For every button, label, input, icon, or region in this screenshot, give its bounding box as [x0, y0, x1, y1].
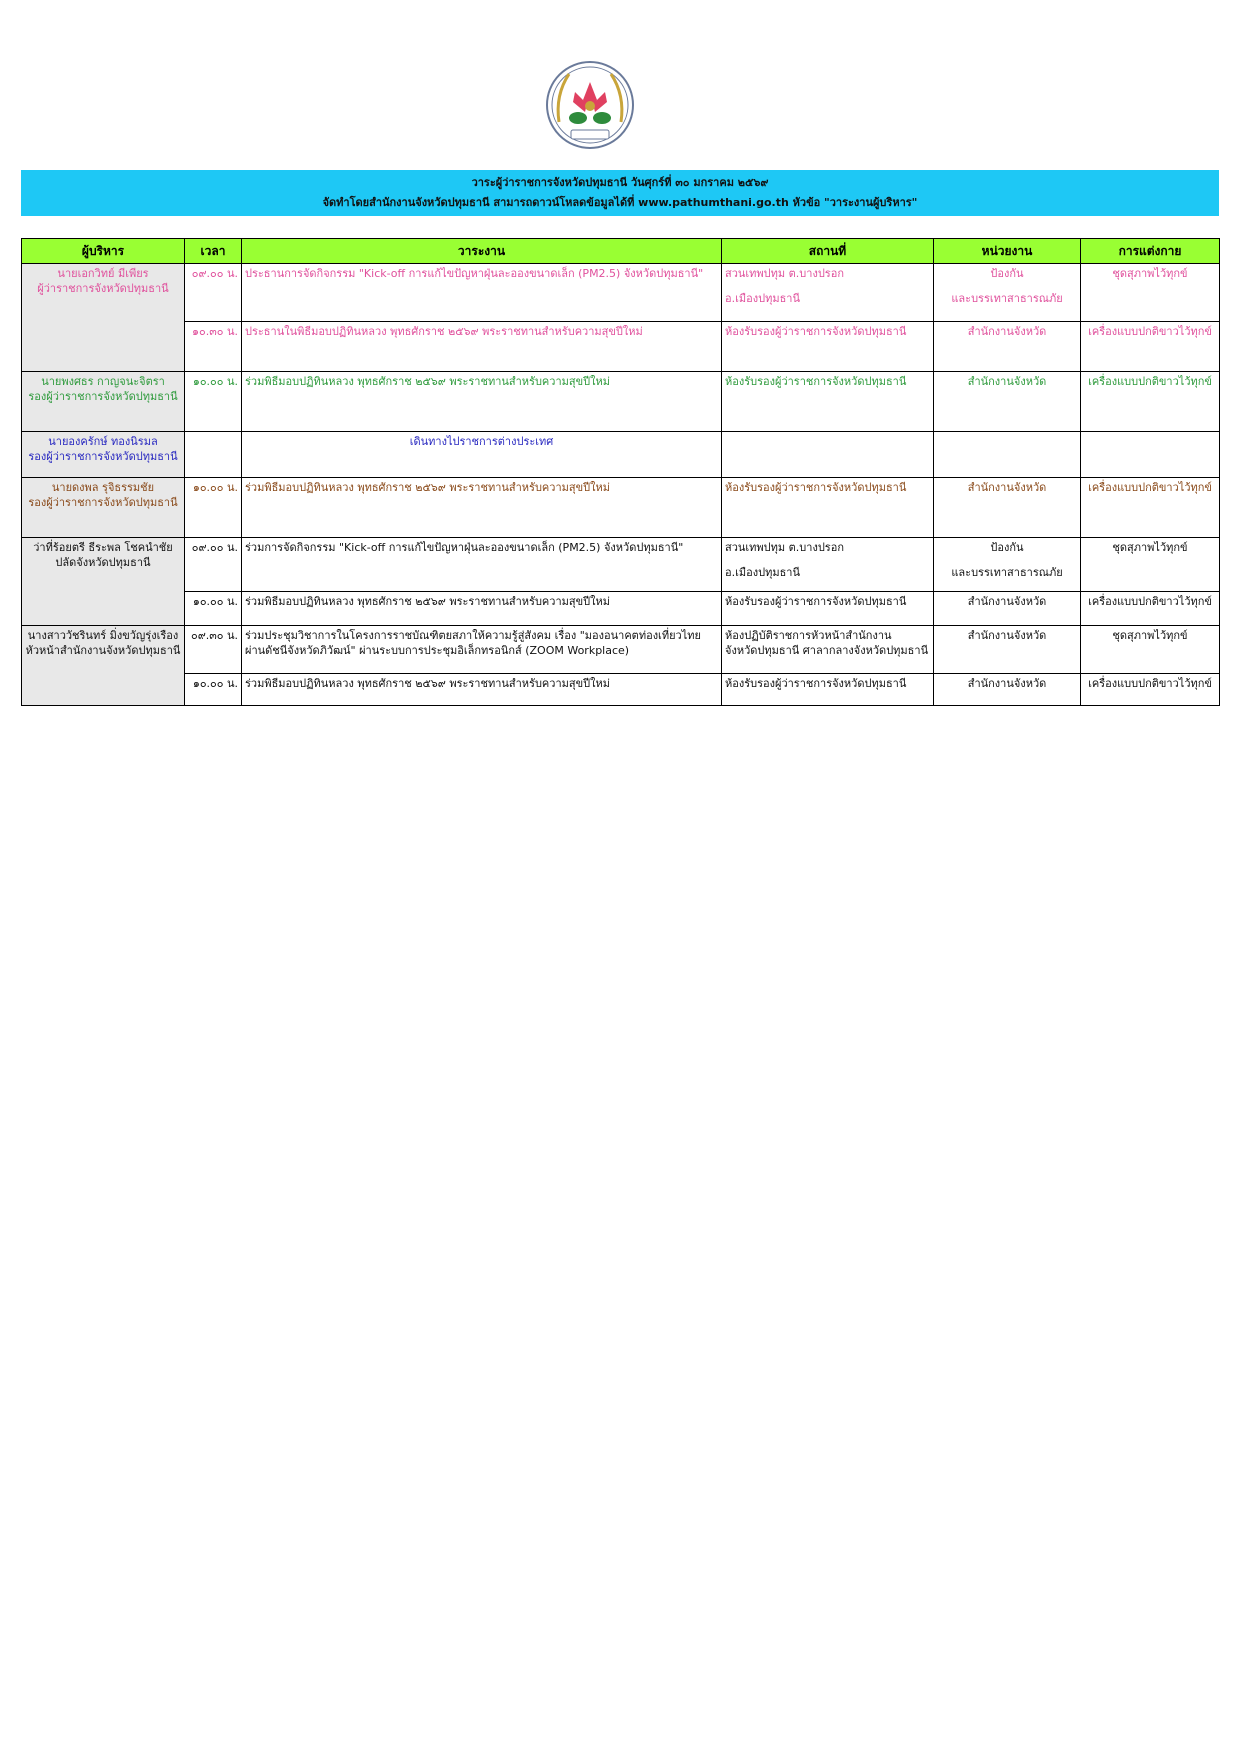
unit-cell — [934, 264, 1081, 322]
unit-line: และบรรเทาสาธารณภัย — [951, 292, 1063, 305]
executive-cell — [22, 478, 185, 538]
column-header: การแต่งกาย — [1081, 239, 1220, 264]
unit-line: ป้องกัน — [990, 541, 1024, 554]
unit-cell — [934, 538, 1081, 592]
dress-cell: ชุดสุภาพไว้ทุกข์ — [1081, 264, 1220, 322]
executive-name: ว่าที่ร้อยตรี ธีระพล โชคนำชัย — [33, 541, 173, 554]
place-cell — [722, 626, 934, 674]
dress-cell: เครื่องแบบปกติขาวไว้ทุกข์ — [1081, 322, 1220, 372]
header-banner — [21, 170, 1219, 216]
executive-cell — [22, 264, 185, 372]
column-header: สถานที่ — [722, 239, 934, 264]
agenda-cell: ร่วมพิธีมอบปฏิทินหลวง พุทธศักราช ๒๕๖๙ พระราชทานสำหรับความสุขปีใหม่ — [242, 478, 722, 538]
table-row — [22, 626, 1220, 674]
dress-cell — [1081, 432, 1220, 478]
unit-line: ป้องกัน — [990, 267, 1024, 280]
time-cell: ๐๙.๐๐ น. — [185, 538, 242, 592]
place-line: สวนเทพปทุม ต.บางปรอก — [725, 267, 844, 280]
executive-title: หัวหน้าสำนักงานจังหวัดปทุมธานี — [25, 644, 181, 657]
executive-title: ปลัดจังหวัดปทุมธานี — [55, 556, 151, 569]
unit-cell: สำนักงานจังหวัด — [934, 674, 1081, 706]
time-cell: ๐๙.๐๐ น. — [185, 264, 242, 322]
place-line: สวนเทพปทุม ต.บางปรอก — [725, 541, 844, 554]
agenda-line: ผ่านดัชนีจังหวัดภิวัฒน์" ผ่านระบบการประชุมอิเล็กทรอนิกส์ (ZOOM Workplace) — [245, 644, 630, 657]
table-header-row — [22, 239, 1220, 264]
place-line: ห้องปฏิบัติราชการหัวหน้าสำนักงาน — [725, 629, 892, 642]
agenda-cell: เดินทางไปราชการต่างประเทศ — [242, 432, 722, 478]
place-cell — [722, 538, 934, 592]
executive-name: นายพงศธร กาญจนะจิตรา — [41, 375, 165, 388]
column-header: วาระงาน — [242, 239, 722, 264]
table-row — [22, 674, 1220, 706]
unit-cell — [934, 432, 1081, 478]
table-row — [22, 432, 1220, 478]
unit-cell: สำนักงานจังหวัด — [934, 372, 1081, 432]
place-cell: ห้องรับรองผู้ว่าราชการจังหวัดปทุมธานี — [722, 478, 934, 538]
unit-cell: สำนักงานจังหวัด — [934, 478, 1081, 538]
dress-cell: เครื่องแบบปกติขาวไว้ทุกข์ — [1081, 478, 1220, 538]
table-row — [22, 538, 1220, 592]
unit-cell: สำนักงานจังหวัด — [934, 592, 1081, 626]
executive-name: นายดงพล รุจิธรรมชัย — [51, 481, 155, 494]
place-line: อ.เมืองปทุมธานี — [725, 292, 800, 305]
executive-title: รองผู้ว่าราชการจังหวัดปทุมธานี — [28, 450, 178, 463]
agenda-cell: ร่วมพิธีมอบปฏิทินหลวง พุทธศักราช ๒๕๖๙ พระราชทานสำหรับความสุขปีใหม่ — [242, 372, 722, 432]
schedule-table — [21, 238, 1220, 706]
place-cell: ห้องรับรองผู้ว่าราชการจังหวัดปทุมธานี — [722, 322, 934, 372]
agenda-line: ร่วมประชุมวิชาการในโครงการราชบัณฑิตยสภาให้ความรู้สู่สังคม เรื่อง "มองอนาคตท่องเที่ยวไทย — [245, 629, 701, 642]
dress-cell: ชุดสุภาพไว้ทุกข์ — [1081, 538, 1220, 592]
time-cell: ๑๐.๐๐ น. — [185, 592, 242, 626]
unit-line: และบรรเทาสาธารณภัย — [951, 566, 1063, 579]
time-cell: ๑๐.๐๐ น. — [185, 674, 242, 706]
dress-cell: เครื่องแบบปกติขาวไว้ทุกข์ — [1081, 674, 1220, 706]
pathum-thani-seal-icon — [545, 60, 635, 150]
executive-cell — [22, 626, 185, 706]
time-cell: ๐๙.๓๐ น. — [185, 626, 242, 674]
place-cell: ห้องรับรองผู้ว่าราชการจังหวัดปทุมธานี — [722, 592, 934, 626]
executive-name: นายองครักษ์ ทองนิรมล — [48, 435, 158, 448]
agenda-cell: ร่วมการจัดกิจกรรม "Kick-off การแก้ไขปัญหาฝุ่นละอองขนาดเล็ก (PM2.5) จังหวัดปทุมธานี" — [242, 538, 722, 592]
time-cell — [185, 432, 242, 478]
executive-title: รองผู้ว่าราชการจังหวัดปทุมธานี — [28, 496, 178, 509]
agenda-cell: ร่วมพิธีมอบปฏิทินหลวง พุทธศักราช ๒๕๖๙ พระราชทานสำหรับความสุขปีใหม่ — [242, 592, 722, 626]
place-cell: ห้องรับรองผู้ว่าราชการจังหวัดปทุมธานี — [722, 674, 934, 706]
place-cell — [722, 432, 934, 478]
agenda-cell: ร่วมพิธีมอบปฏิทินหลวง พุทธศักราช ๒๕๖๙ พระราชทานสำหรับความสุขปีใหม่ — [242, 674, 722, 706]
table-row — [22, 592, 1220, 626]
time-cell: ๑๐.๓๐ น. — [185, 322, 242, 372]
column-header: ผู้บริหาร — [22, 239, 185, 264]
agenda-cell: ประธานในพิธีมอบปฏิทินหลวง พุทธศักราช ๒๕๖๙ พระราชทานสำหรับความสุขปีใหม่ — [242, 322, 722, 372]
executive-title: ผู้ว่าราชการจังหวัดปทุมธานี — [37, 282, 169, 295]
executive-name: นายเอกวิทย์ มีเพียร — [57, 267, 149, 280]
place-cell: ห้องรับรองผู้ว่าราชการจังหวัดปทุมธานี — [722, 372, 934, 432]
executive-cell — [22, 538, 185, 626]
agenda-cell — [242, 626, 722, 674]
table-row — [22, 478, 1220, 538]
place-cell — [722, 264, 934, 322]
executive-cell — [22, 432, 185, 478]
page-title: วาระผู้ว่าราชการจังหวัดปทุมธานี วันศุกร์ที่ ๓๐ มกราคม ๒๕๖๙ — [471, 176, 769, 189]
dress-cell: เครื่องแบบปกติขาวไว้ทุกข์ — [1081, 592, 1220, 626]
time-cell: ๑๐.๐๐ น. — [185, 372, 242, 432]
page-subtitle: จัดทำโดยสำนักงานจังหวัดปทุมธานี สามารถดาวน์โหลดข้อมูลได้ที่ www.pathumthani.go.th หัวข้อ "วาระงานผู้บริหาร" — [322, 196, 918, 209]
table-row — [22, 372, 1220, 432]
table-row — [22, 264, 1220, 322]
executive-title: รองผู้ว่าราชการจังหวัดปทุมธานี — [28, 390, 178, 403]
table-row — [22, 322, 1220, 372]
dress-cell: ชุดสุภาพไว้ทุกข์ — [1081, 626, 1220, 674]
executive-cell — [22, 372, 185, 432]
column-header: เวลา — [185, 239, 242, 264]
time-cell: ๑๐.๐๐ น. — [185, 478, 242, 538]
column-header: หน่วยงาน — [934, 239, 1081, 264]
agenda-cell: ประธานการจัดกิจกรรม "Kick-off การแก้ไขปัญหาฝุ่นละอองขนาดเล็ก (PM2.5) จังหวัดปทุมธานี" — [242, 264, 722, 322]
place-line: จังหวัดปทุมธานี ศาลากลางจังหวัดปทุมธานี — [725, 644, 929, 657]
place-line: อ.เมืองปทุมธานี — [725, 566, 800, 579]
dress-cell: เครื่องแบบปกติขาวไว้ทุกข์ — [1081, 372, 1220, 432]
unit-cell: สำนักงานจังหวัด — [934, 626, 1081, 674]
unit-cell: สำนักงานจังหวัด — [934, 322, 1081, 372]
executive-name: นางสาววัชรินทร์ มิ่งขวัญรุ่งเรือง — [27, 629, 179, 642]
